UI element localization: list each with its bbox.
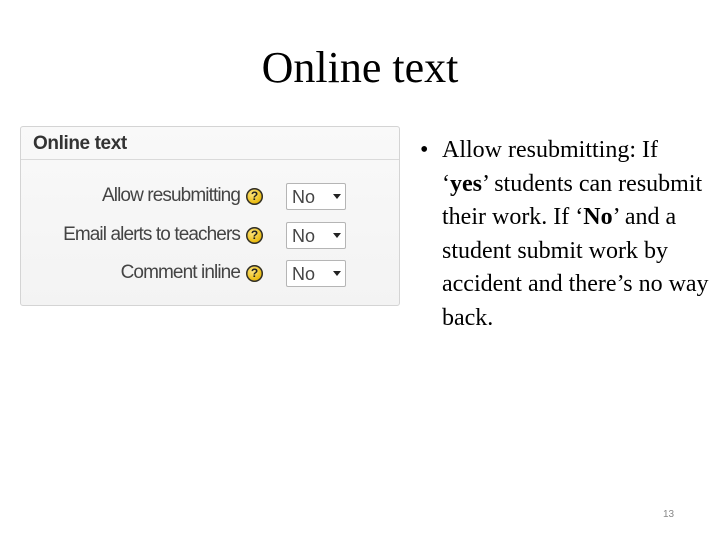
bullet-text (442, 134, 710, 335)
bullet-middle-text: ’ students can resubmit their work. If ‘ (442, 170, 703, 230)
panel-title: Online text (33, 133, 127, 154)
divider (21, 159, 399, 160)
setting-row-allow-resubmitting (21, 182, 401, 212)
bullet-marker: • (420, 137, 429, 163)
help-icon[interactable]: ? (246, 227, 263, 244)
setting-label: Comment inline (120, 262, 240, 283)
select-value: No (292, 187, 316, 207)
page-number: 13 (663, 509, 675, 520)
settings-panel (20, 126, 400, 306)
setting-row-email-alerts (21, 221, 401, 251)
bullet-tail-text: ’ and a student submit work by accident and there’s no way back. (442, 204, 709, 331)
bullet-no-word: No (583, 204, 613, 230)
allow-resubmitting-select[interactable] (286, 183, 346, 210)
select-value: No (292, 226, 316, 246)
bullet-lead-text: Allow resubmitting: If ‘ (442, 137, 658, 197)
setting-label: Email alerts to teachers (63, 224, 240, 245)
help-icon[interactable]: ? (246, 188, 263, 205)
setting-label: Allow resubmitting (102, 185, 240, 206)
dropdown-arrow-icon (333, 194, 341, 199)
email-alerts-select[interactable] (286, 222, 346, 249)
bullet-point (420, 134, 710, 335)
setting-row-comment-inline (21, 259, 401, 289)
slide-title: Online text (261, 43, 459, 92)
dropdown-arrow-icon (333, 271, 341, 276)
comment-inline-select[interactable] (286, 260, 346, 287)
dropdown-arrow-icon (333, 233, 341, 238)
bullet-yes-word: yes (450, 170, 482, 197)
help-icon[interactable]: ? (246, 265, 263, 282)
select-value: No (292, 264, 316, 284)
